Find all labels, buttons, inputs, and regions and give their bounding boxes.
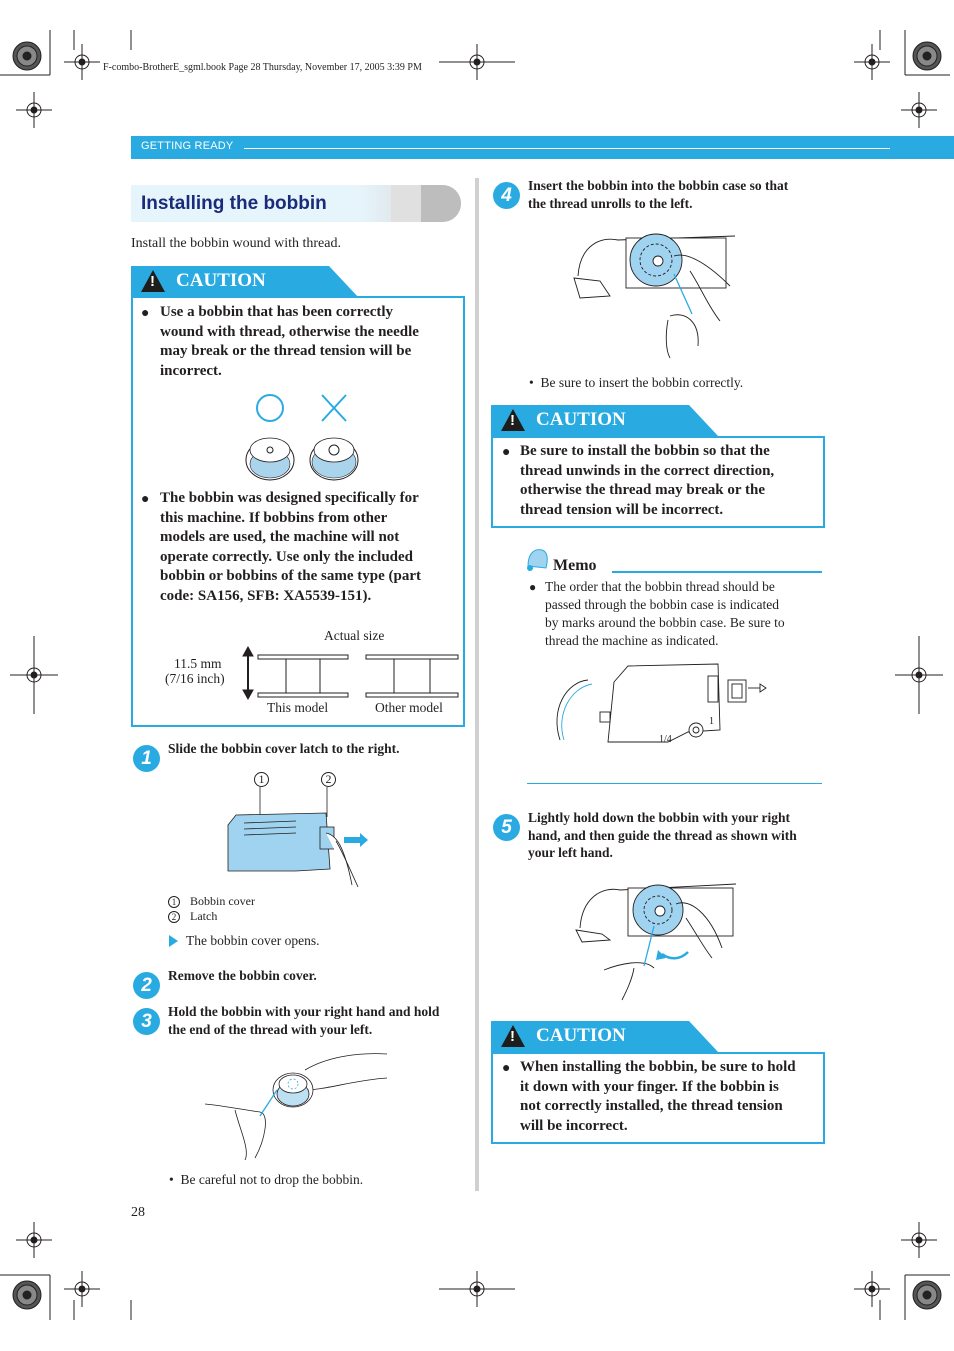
legend-2-num: 2 — [168, 911, 180, 923]
bullet-icon: ● — [141, 304, 150, 320]
step-4-text: Insert the bobbin into the bobbin case so that the thread unrolls to the left. — [528, 178, 789, 211]
guide-thread-figure — [574, 878, 739, 1008]
other-model-label: Other model — [375, 700, 443, 715]
bullet-icon: ● — [529, 580, 537, 594]
dimension-mm: 11.5 mm — [174, 656, 222, 671]
this-model-label: This model — [267, 700, 329, 715]
caution-3-bullet: When installing the bobbin, be sure to hold it down with your finger. If the bobbin is not correctly installed, the thread tension will be incorrect. — [520, 1059, 796, 1134]
memo-fig-mark-2: 1/4 — [659, 734, 672, 745]
memo-rule-bottom — [527, 783, 822, 784]
circle-ok-icon — [257, 395, 283, 421]
step-5-text: Lightly hold down the bobbin with your right hand, and then guide the thread as shown with your left hand. — [528, 810, 797, 860]
cross-ng-icon — [322, 395, 346, 421]
header-rule — [244, 148, 890, 149]
step-2-text: Remove the bobbin cover. — [168, 968, 317, 983]
caution-label: CAUTION — [176, 270, 266, 291]
legend-1-num: 1 — [168, 896, 180, 908]
caution-bullet-1: Use a bobbin that has been correctly wound with thread, otherwise the needle may break or the thread tension will be incorrect. — [160, 304, 419, 379]
column-divider — [475, 178, 479, 1191]
bullet-icon: ● — [141, 490, 150, 506]
memo-fig-mark-1: 1 — [709, 716, 714, 727]
bobbin-case-marks-figure — [548, 660, 768, 757]
step-1-result: The bobbin cover opens. — [186, 933, 320, 948]
step-3-note: • Be careful not to drop the bobbin. — [169, 1172, 364, 1187]
bullet-icon: ● — [502, 1059, 511, 1075]
file-stamp: F-combo-BrotherE_sgml.book Page 28 Thursday, November 17, 2005 3:39 PM — [103, 62, 422, 73]
caution-tab: ! CAUTION — [491, 405, 721, 437]
bobbin-size-figure — [238, 645, 463, 708]
step-4-note: • Be sure to insert the bobbin correctly. — [529, 375, 744, 390]
step-4-badge: 4 — [493, 182, 520, 209]
page-number: 28 — [131, 1205, 145, 1220]
caution-tab: ! CAUTION — [491, 1021, 721, 1053]
memo-text: The order that the bobbin thread should be passed through the bobbin case is indicated by marks around the bobbin case. Be sure to thread the machine as indicated. — [545, 579, 785, 648]
step-1-badge: 1 — [133, 745, 160, 772]
insert-bobbin-figure — [570, 226, 740, 366]
step-1-text: Slide the bobbin cover latch to the right. — [168, 741, 400, 756]
result-arrow-icon — [169, 935, 178, 947]
caution-label: CAUTION — [536, 1025, 626, 1046]
step-2-badge: 2 — [133, 972, 160, 999]
section-heading — [131, 185, 461, 222]
actual-size-label: Actual size — [324, 628, 385, 643]
legend-2-text: Latch — [190, 909, 218, 923]
section-title: Installing the bobbin — [141, 193, 327, 214]
step-5-badge: 5 — [493, 814, 520, 841]
caution-tab: ! CAUTION — [131, 266, 361, 298]
memo-rule-top — [612, 571, 822, 573]
dimension-inch: (7/16 inch) — [165, 671, 225, 686]
bullet-icon: ● — [502, 443, 511, 459]
callout-2: 2 — [321, 772, 336, 787]
callout-1: 1 — [254, 772, 269, 787]
caution-bullet-2: The bobbin was designed specifically for this machine. If bobbins from other models are used, the machine will not operate correctly. Use only the included bobbin or bobbins of the same type (part code: SA156, SFB: XA5539-151). — [160, 490, 422, 604]
memo-label: Memo — [553, 557, 597, 574]
step-3-badge: 3 — [133, 1008, 160, 1035]
memo-bell-icon — [522, 546, 550, 577]
intro-text: Install the bobbin wound with thread. — [131, 236, 341, 251]
caution-label: CAUTION — [536, 409, 626, 430]
step-3-text: Hold the bobbin with your right hand and hold the end of the thread with your left. — [168, 1004, 440, 1037]
bobbin-comparison-figure — [240, 388, 370, 488]
legend-1-text: Bobbin cover — [190, 894, 255, 908]
hold-bobbin-figure — [205, 1050, 390, 1167]
bobbin-cover-figure — [226, 785, 371, 895]
header-section-label: GETTING READY — [141, 140, 234, 152]
caution-2-bullet: Be sure to install the bobbin so that the thread unwinds in the correct direction, otherwise the thread may break or the thread tension will be incorrect. — [520, 443, 775, 518]
